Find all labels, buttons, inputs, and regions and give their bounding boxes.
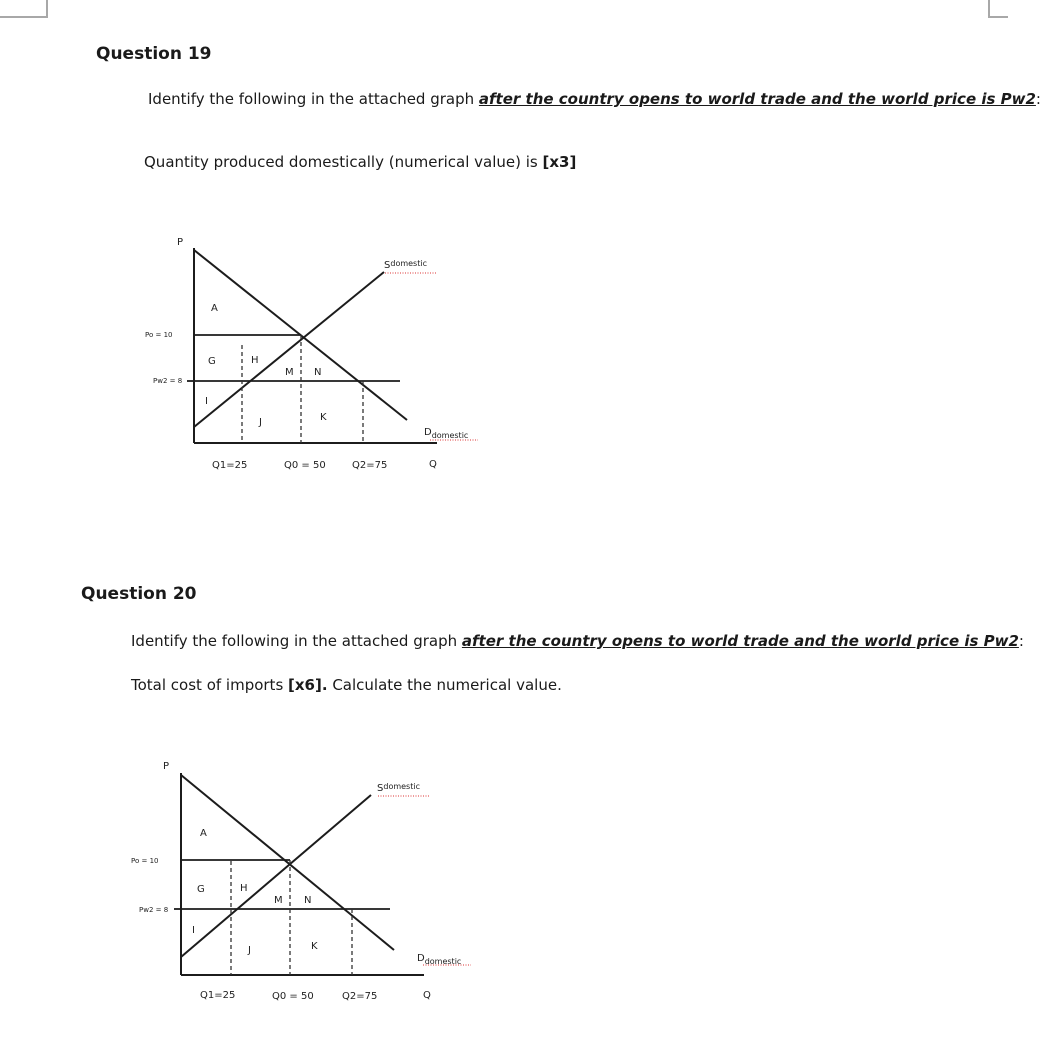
pw2-label: Pw2 = 8: [139, 906, 169, 914]
demand-letter: D: [424, 427, 432, 438]
prompt-tail: Calculate the numerical value.: [327, 676, 562, 694]
page-corner-right: [988, 0, 1008, 18]
question-20-prompt: [131, 676, 562, 694]
demand-curve: [181, 775, 394, 950]
graph-body: [187, 248, 478, 443]
quantity-axis-label: Q: [429, 459, 437, 470]
area-m-label: M: [274, 895, 283, 906]
supply-subscript: domestic: [390, 259, 427, 268]
area-n-label: N: [314, 367, 322, 378]
area-a-label: A: [211, 303, 218, 314]
area-g-label: G: [197, 884, 205, 895]
area-a-label: A: [200, 828, 207, 839]
area-n-label: N: [304, 895, 312, 906]
price-axis-label: P: [177, 237, 184, 248]
area-i-label: I: [205, 396, 208, 407]
supply-label: [384, 259, 427, 271]
intro-emphasis: after the country opens to world trade and the world price is Pw2: [478, 90, 1036, 108]
demand-label: [417, 953, 461, 966]
prompt-blank: [x6].: [288, 676, 328, 694]
po-label: Po = 10: [145, 331, 173, 339]
q1-label: Q1=25: [212, 460, 248, 471]
demand-subscript: domestic: [431, 431, 469, 440]
q0-label: Q0 = 50: [284, 460, 326, 471]
price-axis-label: P: [163, 761, 170, 772]
demand-letter: D: [417, 953, 425, 964]
quantity-axis-label: Q: [423, 990, 431, 1001]
area-g-label: G: [208, 356, 216, 367]
intro-emphasis: after the country opens to world trade and the world price is Pw2: [461, 632, 1019, 650]
area-j-label: J: [259, 417, 262, 428]
question-20-title: Question 20: [81, 584, 197, 604]
q0-label: Q0 = 50: [272, 991, 314, 1002]
area-m-label: M: [285, 367, 294, 378]
prompt-blank: [x3]: [542, 153, 577, 171]
po-label: Po = 10: [131, 857, 159, 865]
intro-text: Identify the following in the attached graph: [148, 90, 479, 108]
supply-curve: [194, 272, 384, 427]
q1-label: Q1=25: [200, 990, 236, 1001]
question-19-title: Question 19: [96, 44, 212, 64]
supply-letter: S: [384, 260, 391, 271]
area-k-label: K: [311, 941, 318, 952]
supply-curve: [181, 795, 371, 957]
question-20-graph: [0, 755, 487, 1005]
area-h-label: H: [240, 883, 248, 894]
area-k-label: K: [320, 412, 327, 423]
graph-body: [174, 773, 471, 975]
prompt-text: Quantity produced domestically (numerical value) is: [144, 153, 543, 171]
q2-label: Q2=75: [342, 991, 378, 1002]
area-j-label: J: [248, 945, 251, 956]
demand-subscript: domestic: [424, 957, 462, 966]
question-19-prompt: [144, 153, 576, 171]
question-19-graph: [0, 230, 500, 480]
q2-label: Q2=75: [352, 460, 388, 471]
prompt-text: Total cost of imports: [131, 676, 289, 694]
demand-label: [424, 427, 468, 440]
supply-subscript: domestic: [383, 782, 420, 791]
pw2-label: Pw2 = 8: [153, 377, 183, 385]
question-19-intro: [148, 90, 1041, 108]
question-20-intro: [131, 632, 1024, 650]
area-h-label: H: [251, 355, 259, 366]
area-i-label: I: [192, 925, 195, 936]
supply-label: [377, 782, 420, 794]
supply-letter: S: [377, 783, 384, 794]
intro-suffix: :: [1018, 632, 1024, 650]
intro-text: Identify the following in the attached graph: [131, 632, 462, 650]
page-corner-left: [0, 0, 48, 18]
intro-suffix: :: [1035, 90, 1041, 108]
